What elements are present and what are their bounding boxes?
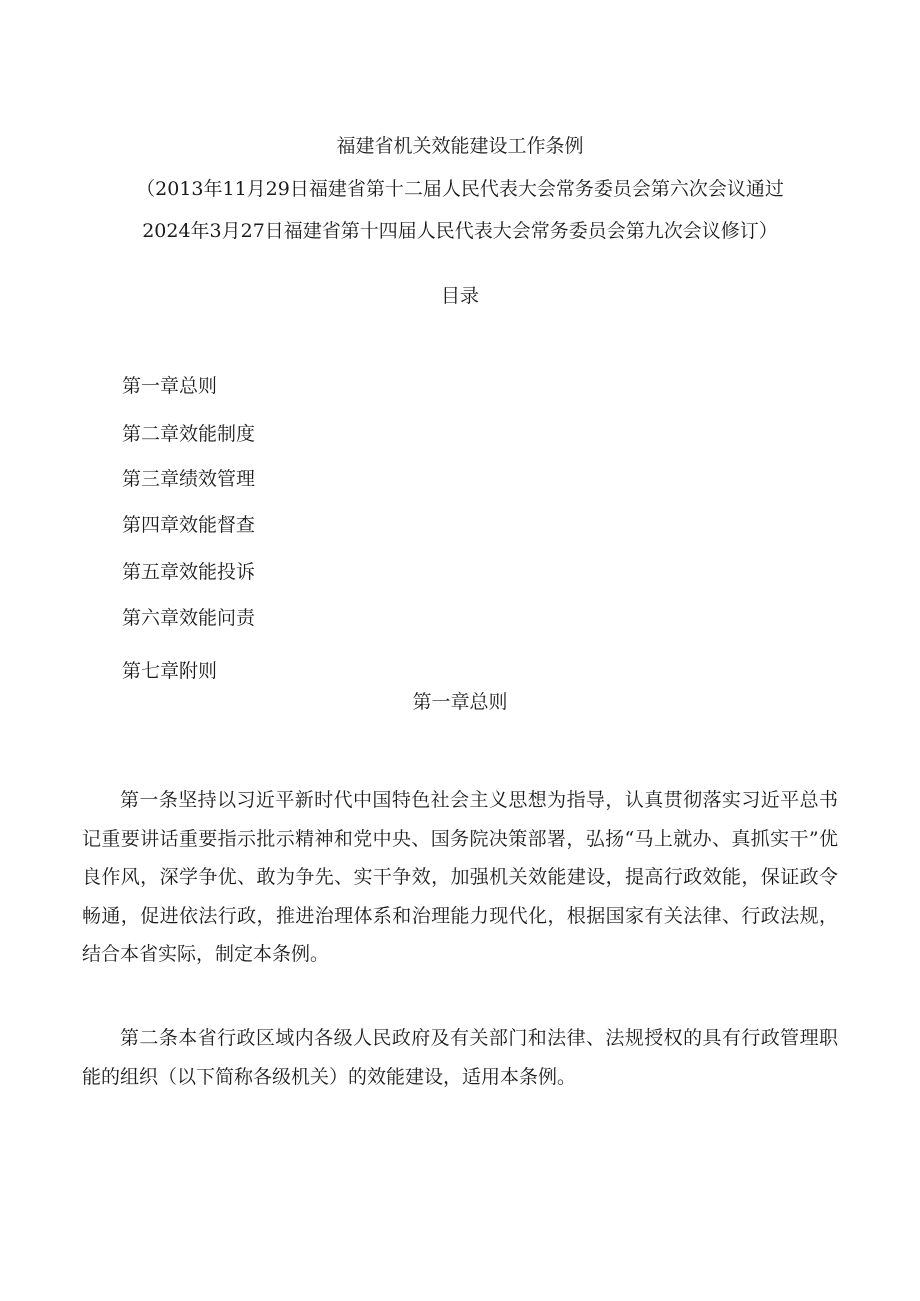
document-title: 福建省机关效能建设工作条例 xyxy=(336,135,584,157)
toc-item-chapter-5: 第五章效能投诉 xyxy=(122,561,256,583)
toc-item-chapter-1: 第一章总则 xyxy=(122,375,218,397)
toc-heading: 目录 xyxy=(440,285,479,307)
document-subtitle-line2: 2024年3月27日福建省第十四届人民代表大会常务委员会第九次会议修订） xyxy=(142,220,778,242)
toc-item-chapter-2: 第二章效能制度 xyxy=(122,423,256,445)
toc-item-chapter-7: 第七章附则 xyxy=(122,660,218,682)
document-subtitle-line1: （2013年11月29日福建省第十二届人民代表大会常务委员会第六次会议通过 xyxy=(136,178,784,200)
toc-item-chapter-4: 第四章效能督查 xyxy=(122,514,256,536)
chapter-heading: 第一章总则 xyxy=(412,691,508,713)
article-1: 第一条坚持以习近平新时代中国特色社会主义思想为指导，认真贯彻落实习近平总书记重要讲话重要指示批示精神和党中央、国务院决策部署，弘扬“马上就办、真抓实干”优良作风，深学争优、敢为争先、实干争效，加强机关效能建设，提高行政效能，保证政令畅通，促进依法行政，推进治理体系和治理能力现代化，根据国家有关法律、行政法规，结合本省实际，制定本条例。 xyxy=(82,789,838,965)
article-2: 第二条本省行政区域内各级人民政府及有关部门和法律、法规授权的具有行政管理职能的组织（以下简称各级机关）的效能建设，适用本条例。 xyxy=(82,1027,838,1088)
toc-item-chapter-3: 第三章绩效管理 xyxy=(122,468,256,490)
toc-item-chapter-6: 第六章效能问责 xyxy=(122,607,256,629)
